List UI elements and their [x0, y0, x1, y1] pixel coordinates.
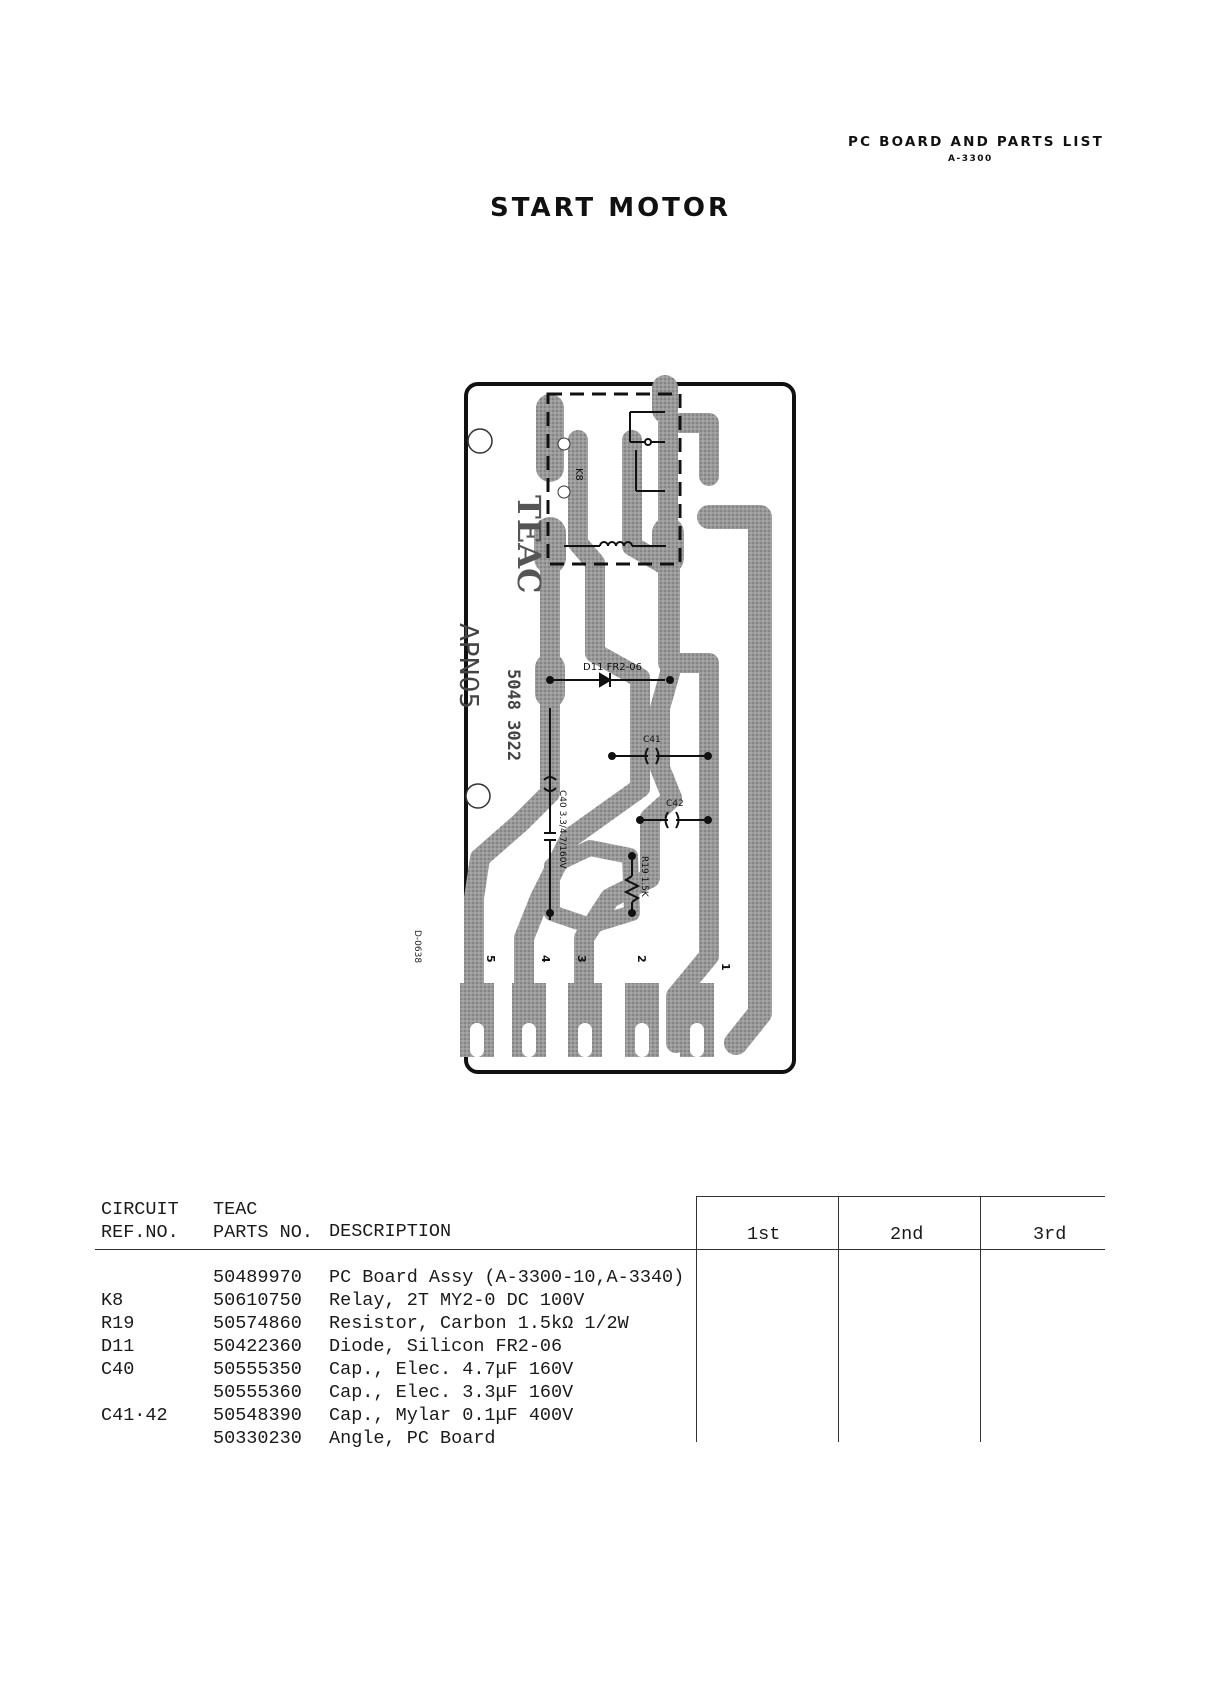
cell-description: Relay, 2T MY2-0 DC 100V — [329, 1290, 585, 1311]
label-k8: K8 — [573, 468, 584, 481]
board-maker: TEAC — [510, 495, 548, 594]
cell-part-no: 50574860 — [213, 1313, 302, 1334]
terminal-label-4: 4 — [539, 955, 552, 963]
board-id: APN05 — [453, 623, 483, 709]
terminal-label-5: 5 — [484, 955, 497, 963]
parts-list-table — [95, 1198, 1105, 1468]
table-top-rule — [697, 1196, 1105, 1197]
mounting-hole — [466, 784, 490, 808]
board-part-number: 5048 3022 — [503, 669, 523, 762]
col-header-circuit-ref: CIRCUIT REF.NO. — [101, 1199, 179, 1243]
label-r19: R19 1.5K — [639, 856, 649, 897]
col-header-description: DESCRIPTION — [329, 1221, 452, 1242]
table-header-rule — [95, 1249, 1105, 1250]
table-row — [95, 1290, 795, 1312]
label-c40: C40 3.3/4.7/160V — [557, 790, 567, 869]
mounting-hole — [468, 429, 492, 453]
cell-ref: C40 — [101, 1359, 135, 1380]
cell-part-no: 50330230 — [213, 1428, 302, 1449]
cell-description: Cap., Elec. 3.3μF 160V — [329, 1382, 574, 1403]
cell-description: Cap., Elec. 4.7μF 160V — [329, 1359, 574, 1380]
cell-ref: D11 — [101, 1336, 135, 1357]
cell-part-no: 50555360 — [213, 1382, 302, 1403]
col-header-3rd: 3rd — [1033, 1224, 1067, 1245]
table-row — [95, 1382, 795, 1404]
label-c42: C42 — [666, 799, 684, 809]
cell-description: Cap., Mylar 0.1μF 400V — [329, 1405, 574, 1426]
page-title: START MOTOR — [490, 193, 732, 223]
table-row — [95, 1267, 795, 1289]
cell-description: Resistor, Carbon 1.5kΩ 1/2W — [329, 1313, 629, 1334]
column-divider — [838, 1196, 839, 1442]
cell-part-no: 50422360 — [213, 1336, 302, 1357]
cell-description: PC Board Assy (A-3300-10,A-3340) — [329, 1267, 685, 1288]
cell-description: Diode, Silicon FR2-06 — [329, 1336, 563, 1357]
table-row — [95, 1336, 795, 1358]
model-number: A-3300 — [948, 154, 993, 164]
cell-ref: C41·42 — [101, 1405, 168, 1426]
table-row — [95, 1313, 795, 1335]
label-c41: C41 — [643, 735, 661, 745]
cell-description: Angle, PC Board — [329, 1428, 496, 1449]
column-divider — [980, 1196, 981, 1442]
drawing-number: D-0638 — [412, 930, 422, 964]
cell-part-no: 50548390 — [213, 1405, 302, 1426]
table-row — [95, 1405, 795, 1427]
terminal-label-2: 2 — [635, 955, 648, 963]
label-d11: D11 FR2-06 — [583, 662, 642, 673]
cell-part-no: 50610750 — [213, 1290, 302, 1311]
terminal-label-3: 3 — [575, 955, 588, 963]
table-row — [95, 1359, 795, 1381]
section-title: PC BOARD AND PARTS LIST — [848, 134, 1104, 150]
cell-part-no: 50489970 — [213, 1267, 302, 1288]
cell-part-no: 50555350 — [213, 1359, 302, 1380]
col-header-1st: 1st — [747, 1224, 781, 1245]
col-header-teac-parts-no: TEAC PARTS NO. — [213, 1199, 313, 1243]
cell-ref: R19 — [101, 1313, 135, 1334]
cell-ref: K8 — [101, 1290, 124, 1311]
col-header-2nd: 2nd — [890, 1224, 924, 1245]
pc-board-diagram — [412, 378, 820, 1088]
terminal-label-1: 1 — [719, 963, 732, 971]
table-row — [95, 1428, 795, 1450]
